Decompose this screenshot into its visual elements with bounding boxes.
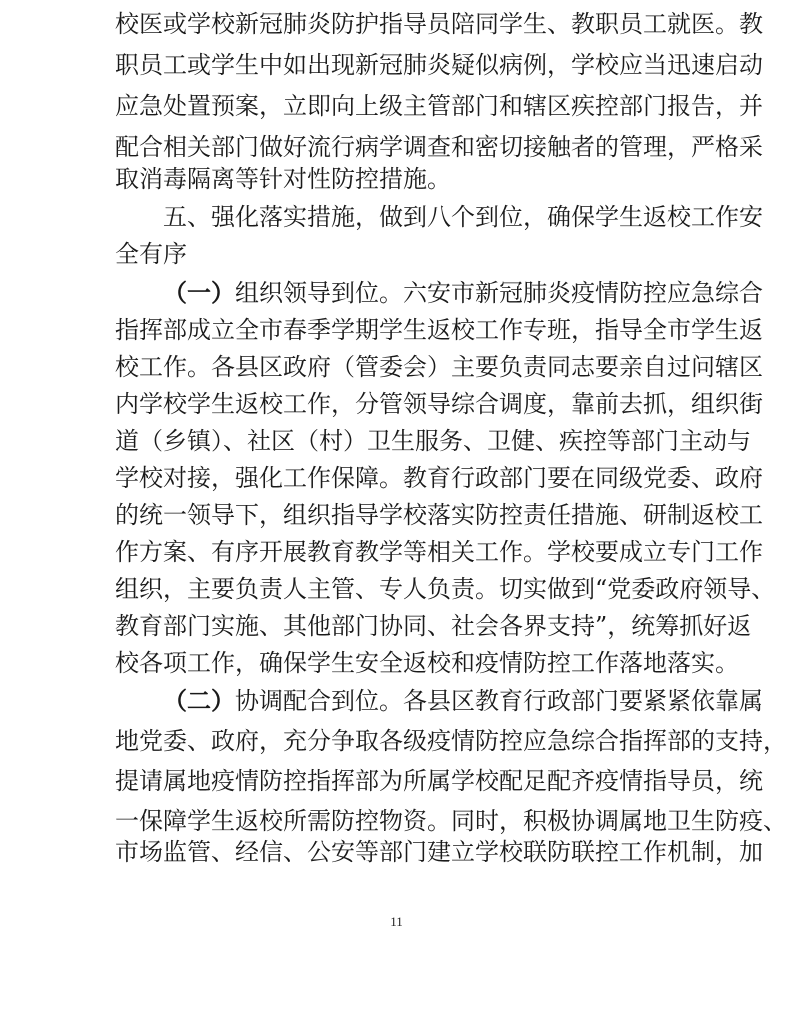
page-number: 11 bbox=[390, 914, 403, 929]
paragraph-line: 作方案、有序开展教育教学等相关工作。学校要成立专门工作 bbox=[115, 538, 763, 566]
section-heading-continued: 全有序 bbox=[115, 240, 187, 268]
paragraph-line: 提请属地疫情防控指挥部为所属学校配足配齐疫情指导员，统 bbox=[115, 767, 763, 795]
paragraph-line: 内学校学生返校工作，分管领导综合调度，靠前去抓，组织街 bbox=[115, 390, 763, 418]
paragraph-line: 校工作。各县区政府（管委会）主要负责同志要亲自过问辖区 bbox=[115, 353, 763, 381]
subheading-1-prefix: （一） bbox=[163, 278, 235, 307]
paragraph-line: 一保障学生返校所需防控物资。同时，积极协调属地卫生防疫、 bbox=[115, 807, 787, 835]
paragraph-line: 配合相关部门做好流行病学调查和密切接触者的管理，严格采 bbox=[115, 133, 763, 161]
paragraph-line: 的统一领导下，组织指导学校落实防控责任措施、研制返校工 bbox=[115, 501, 763, 529]
paragraph-line: 教育部门实施、其他部门协同、社会各界支持”，统筹抓好返 bbox=[115, 612, 752, 640]
paragraph-line: 道（乡镇）、社区（村）卫生服务、卫健、疾控等部门主动与 bbox=[115, 427, 751, 455]
paragraph-line: 取消毒隔离等针对性防控措施。 bbox=[115, 165, 451, 193]
paragraph-line: 学校对接，强化工作保障。教育行政部门要在同级党委、政府 bbox=[115, 464, 763, 492]
paragraph-line: 应急处置预案，立即向上级主管部门和辖区疾控部门报告，并 bbox=[115, 92, 763, 120]
subheading-line-1 bbox=[163, 273, 763, 313]
subheading-1-text: 组织领导到位。六安市新冠肺炎疫情防控应急综合 bbox=[235, 279, 763, 307]
paragraph-line: 组织，主要负责人主管、专人负责。切实做到“党委政府领导、 bbox=[115, 575, 776, 603]
subheading-2-text: 协调配合到位。各县区教育行政部门要紧紧依靠属 bbox=[235, 687, 763, 715]
paragraph-line: 校各项工作，确保学生安全返校和疫情防控工作落地落实。 bbox=[115, 649, 739, 677]
subheading-2-prefix: （二） bbox=[163, 686, 235, 715]
paragraph-line: 职员工或学生中如出现新冠肺炎疑似病例，学校应当迅速启动 bbox=[115, 51, 763, 79]
subheading-line-2 bbox=[163, 681, 763, 721]
section-heading: 五、强化落实措施，做到八个到位，确保学生返校工作安 bbox=[163, 203, 763, 231]
paragraph-line: 指挥部成立全市春季学期学生返校工作专班，指导全市学生返 bbox=[115, 316, 763, 344]
paragraph-line: 校医或学校新冠肺炎防护指导员陪同学生、教职员工就医。教 bbox=[115, 10, 763, 38]
paragraph-line: 市场监管、经信、公安等部门建立学校联防联控工作机制，加 bbox=[115, 838, 763, 866]
paragraph-line: 地党委、政府，充分争取各级疫情防控应急综合指挥部的支持， bbox=[115, 727, 787, 755]
